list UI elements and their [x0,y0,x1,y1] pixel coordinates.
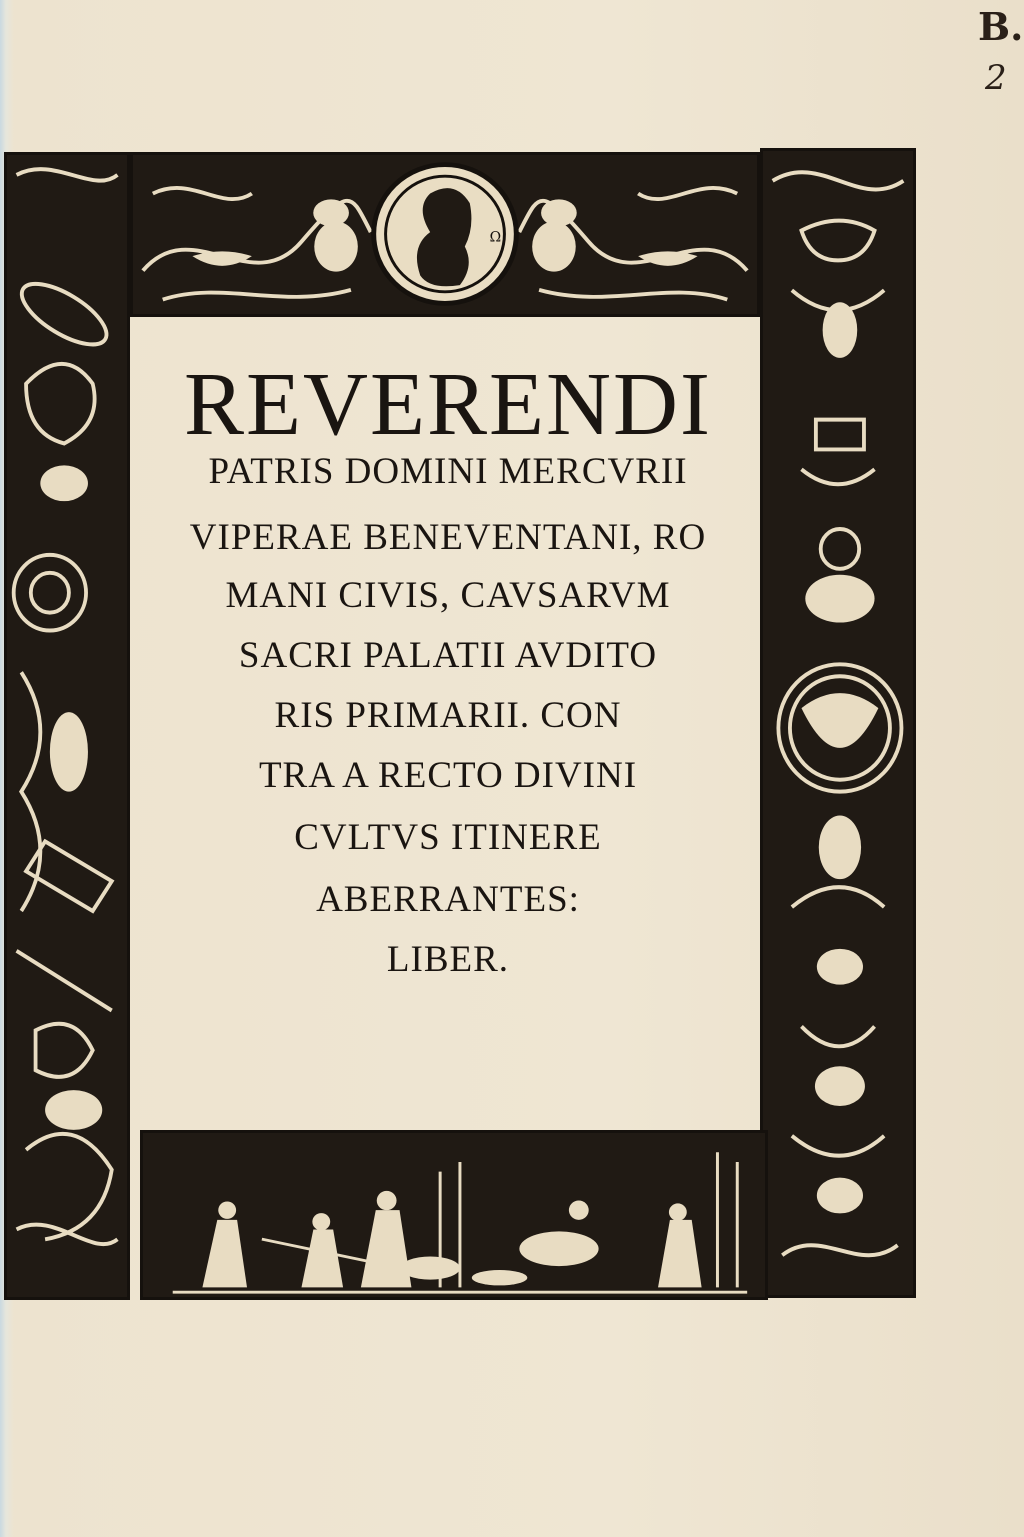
title-page-text [136,340,760,1120]
title-line-4: SACRI PALATII AVDITO [238,635,658,676]
title-line-7: CVLTVS ITINERE [294,817,602,858]
title-line-6: TRA A RECTO DIVINI [258,755,638,796]
left-ornament-image [7,155,127,1297]
title-line-2: VIPERAE BENEVENTANI, RO [189,517,707,558]
left-woodcut-border [4,152,130,1300]
bottom-woodcut-border [140,1130,768,1300]
medallion-inscription: Ω [489,229,502,246]
top-woodcut-border [130,152,760,317]
title-line-9: LIBER. [386,939,510,980]
shelfmark-number: 2 [985,58,1007,98]
top-ornament-image [133,155,757,314]
title-heading: REVERENDI [184,355,712,454]
shelfmark-letter: B. [978,4,1024,49]
title-line-5: RIS PRIMARII. CON [274,695,622,736]
title-line-8: ABERRANTES: [316,879,580,920]
title-line-1: PATRIS DOMINI MERCVRII [208,451,688,492]
right-ornament-image [763,151,913,1295]
hunting-scene-image [143,1133,765,1297]
title-line-3: MANI CIVIS, CAVSARVM [225,575,671,616]
right-woodcut-border [760,148,916,1298]
